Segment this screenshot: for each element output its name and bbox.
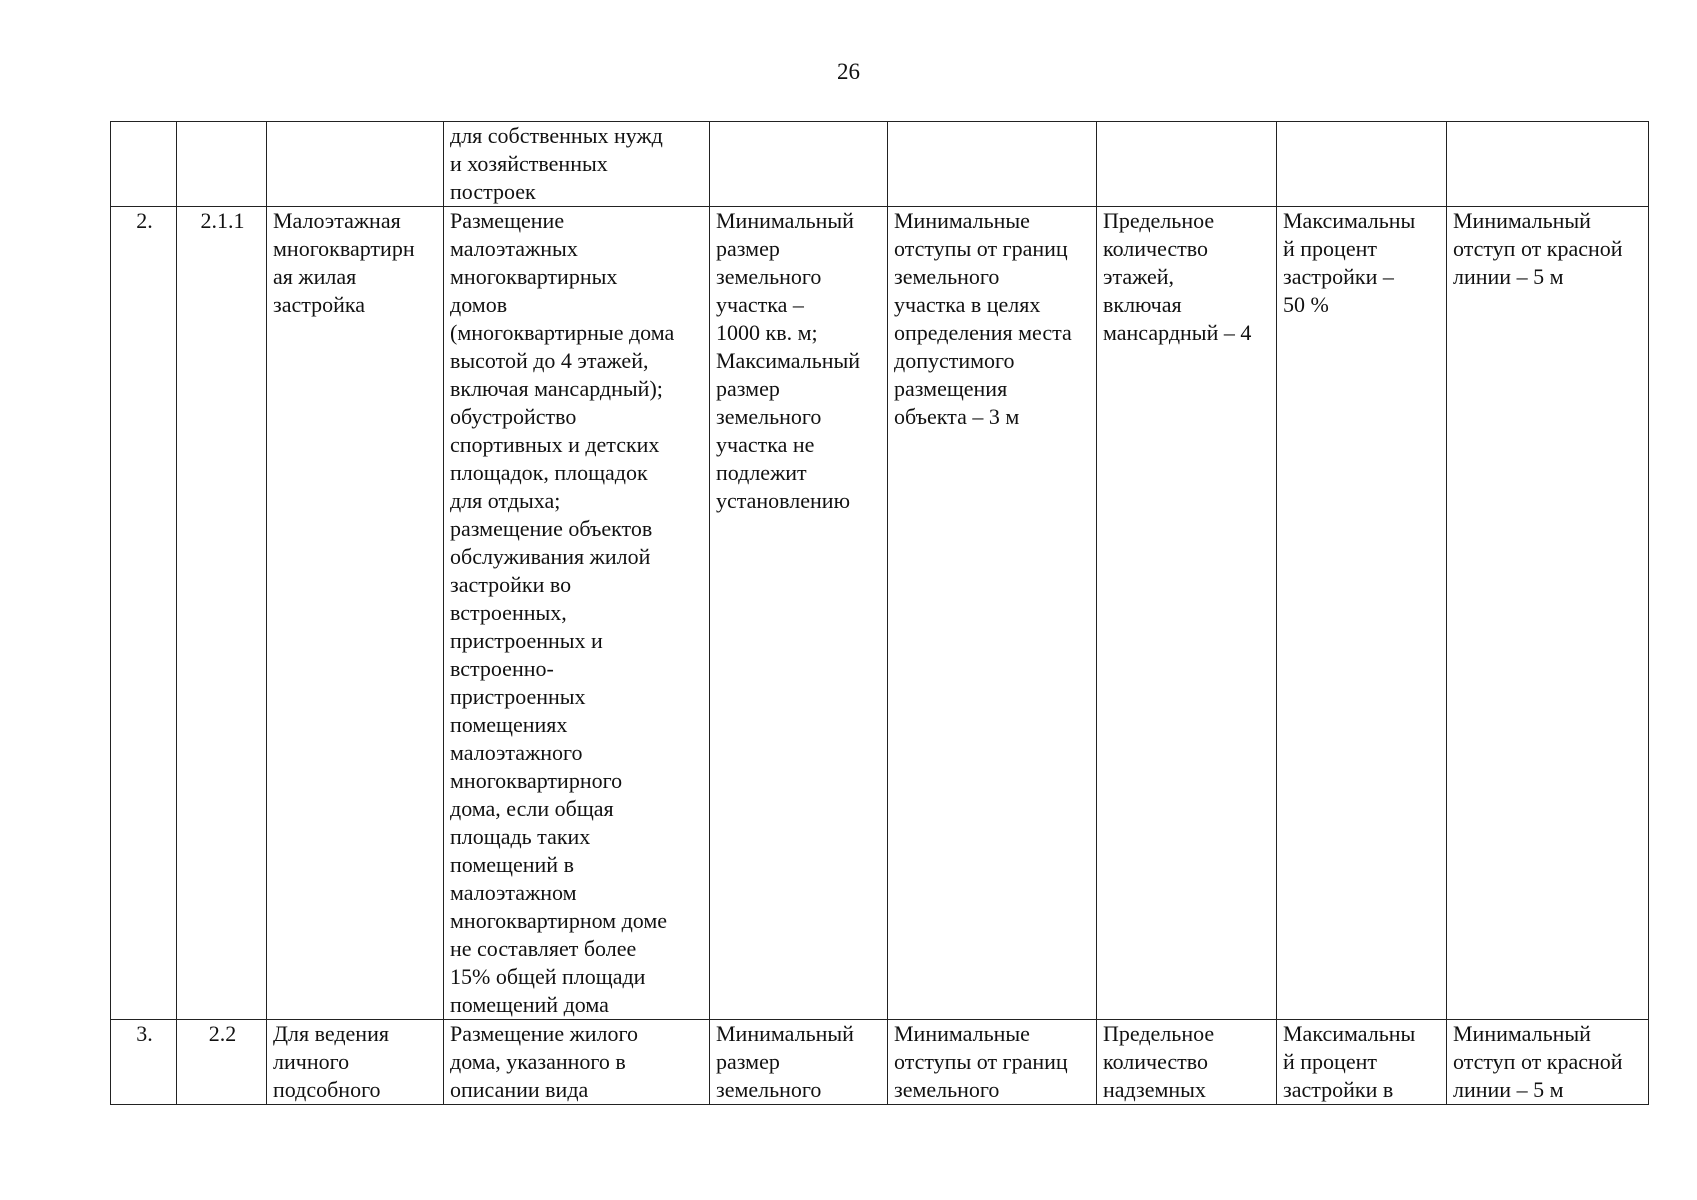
cell-text-line: земельного	[716, 264, 822, 289]
cell-red-line-setback	[1447, 1020, 1649, 1105]
cell-text-line: обслуживания жилой	[450, 544, 651, 569]
cell-text-line: площадок, площадок	[450, 460, 648, 485]
cell-text-line: установлению	[716, 488, 851, 513]
cell-text-line: участка –	[716, 292, 804, 317]
cell-text-line: площадь таких	[450, 824, 591, 849]
cell-text-line: определения места	[894, 320, 1072, 345]
cell-text-line: для отдыха;	[450, 488, 561, 513]
cell-code	[177, 207, 267, 1020]
cell-text-line: отступы от границ	[894, 1049, 1068, 1074]
cell-text-line: линии – 5 м	[1453, 1077, 1564, 1102]
cell-text-line: Минимальные	[894, 1021, 1030, 1046]
cell-setbacks	[888, 1020, 1097, 1105]
cell-text-line: описании вида	[450, 1077, 589, 1102]
cell-number	[111, 207, 177, 1020]
cell-text-line: дома, указанного в	[450, 1049, 626, 1074]
cell-text-line: земельного	[894, 264, 1000, 289]
cell-text-line: включая мансардный);	[450, 376, 663, 401]
cell-plot-size	[710, 1020, 888, 1105]
cell-text-line: Минимальный	[716, 208, 854, 233]
cell-use-name	[267, 207, 444, 1020]
cell-text-line: построек	[450, 179, 536, 204]
cell-use-name	[267, 122, 444, 207]
cell-text-line: отступ от красной	[1453, 1049, 1623, 1074]
cell-text-line: 15% общей площади	[450, 964, 646, 989]
table-row	[111, 207, 1649, 1020]
cell-coverage	[1277, 122, 1447, 207]
cell-text-line: участка не	[716, 432, 815, 457]
cell-text-line: размер	[716, 1049, 780, 1074]
cell-text-line: Предельное	[1103, 208, 1215, 233]
cell-text-line: многоквартирных	[450, 264, 618, 289]
cell-text-line: земельного	[894, 1077, 1000, 1102]
cell-text-line: отступы от границ	[894, 236, 1068, 261]
cell-text-line: ая жилая	[273, 264, 357, 289]
cell-text-line: высотой до 4 этажей,	[450, 348, 649, 373]
cell-text-line: участка в целях	[894, 292, 1041, 317]
regulations-table	[110, 121, 1649, 1105]
cell-setbacks	[888, 207, 1097, 1020]
cell-text-line: Максимальны	[1283, 1021, 1416, 1046]
cell-text-line: помещениях	[450, 712, 568, 737]
cell-use-description	[444, 1020, 710, 1105]
cell-text-line: малоэтажных	[450, 236, 578, 261]
cell-number	[111, 122, 177, 207]
cell-text-line: Минимальный	[1453, 1021, 1591, 1046]
cell-text-line: 2.2	[208, 1021, 237, 1046]
cell-text-line: надземных	[1103, 1077, 1206, 1102]
cell-text-line: помещений дома	[450, 992, 609, 1017]
cell-text-line: земельного	[716, 404, 822, 429]
cell-text-line: (многоквартирные дома	[450, 320, 675, 345]
cell-text-line: Минимальный	[1453, 208, 1591, 233]
cell-text-line: количество	[1103, 1049, 1209, 1074]
cell-text-line: застройки в	[1283, 1077, 1394, 1102]
table-row	[111, 122, 1649, 207]
cell-text-line: пристроенных	[450, 684, 586, 709]
cell-code	[177, 122, 267, 207]
cell-text-line: земельного	[716, 1077, 822, 1102]
table-row	[111, 1020, 1649, 1105]
cell-red-line-setback	[1447, 207, 1649, 1020]
cell-text-line: 50 %	[1283, 292, 1329, 317]
cell-text-line: многоквартирном доме	[450, 908, 668, 933]
cell-use-name	[267, 1020, 444, 1105]
cell-floors	[1097, 207, 1277, 1020]
cell-text-line: допустимого	[894, 348, 1015, 373]
cell-text-line: размер	[716, 236, 780, 261]
cell-text-line: многоквартирного	[450, 768, 623, 793]
cell-text-line: мансардный – 4	[1103, 320, 1252, 345]
cell-text-line: й процент	[1283, 236, 1377, 261]
cell-text-line: малоэтажном	[450, 880, 577, 905]
cell-code	[177, 1020, 267, 1105]
cell-text-line: размер	[716, 376, 780, 401]
cell-text-line: включая	[1103, 292, 1182, 317]
cell-text-line: встроенно-	[450, 656, 554, 681]
cell-text-line: Минимальный	[716, 1021, 854, 1046]
cell-plot-size	[710, 122, 888, 207]
cell-text-line: этажей,	[1103, 264, 1175, 289]
cell-text-line: пристроенных и	[450, 628, 603, 653]
cell-text-line: малоэтажного	[450, 740, 583, 765]
cell-text-line: Малоэтажная	[273, 208, 401, 233]
cell-text-line: Предельное	[1103, 1021, 1215, 1046]
cell-red-line-setback	[1447, 122, 1649, 207]
cell-text-line: встроенных,	[450, 600, 567, 625]
cell-text-line: и хозяйственных	[450, 151, 608, 176]
cell-text-line: Максимальны	[1283, 208, 1416, 233]
cell-text-line: дома, если общая	[450, 796, 614, 821]
cell-floors	[1097, 1020, 1277, 1105]
cell-text-line: домов	[450, 292, 508, 317]
cell-text-line: Размещение жилого	[450, 1021, 639, 1046]
page-number: 26	[837, 59, 860, 84]
cell-setbacks	[888, 122, 1097, 207]
cell-text-line: количество	[1103, 236, 1209, 261]
cell-use-description	[444, 207, 710, 1020]
cell-text-line: размещение объектов	[450, 516, 653, 541]
table-body	[111, 122, 1649, 1105]
cell-text-line: подсобного	[273, 1077, 381, 1102]
cell-text-line: отступ от красной	[1453, 236, 1623, 261]
cell-text-line: й процент	[1283, 1049, 1377, 1074]
cell-text-line: для собственных нужд	[450, 123, 663, 148]
cell-text-line: многоквартирн	[273, 236, 415, 261]
cell-coverage	[1277, 1020, 1447, 1105]
cell-number	[111, 1020, 177, 1105]
cell-text-line: Максимальный	[716, 348, 861, 373]
cell-text-line: 2.	[136, 208, 153, 233]
cell-text-line: личного	[273, 1049, 350, 1074]
cell-text-line: не составляет более	[450, 936, 637, 961]
cell-text-line: линии – 5 м	[1453, 264, 1564, 289]
cell-text-line: объекта – 3 м	[894, 404, 1020, 429]
cell-text-line: помещений в	[450, 852, 574, 877]
cell-text-line: Минимальные	[894, 208, 1030, 233]
cell-text-line: застройки –	[1283, 264, 1394, 289]
cell-text-line: застройки во	[450, 572, 572, 597]
cell-text-line: 2.1.1	[200, 208, 245, 233]
cell-text-line: Размещение	[450, 208, 565, 233]
cell-text-line: Для ведения	[273, 1021, 389, 1046]
cell-coverage	[1277, 207, 1447, 1020]
cell-text-line: 3.	[136, 1021, 153, 1046]
cell-text-line: застройка	[273, 292, 365, 317]
cell-use-description	[444, 122, 710, 207]
cell-text-line: спортивных и детских	[450, 432, 660, 457]
cell-text-line: 1000 кв. м;	[716, 320, 818, 345]
cell-text-line: размещения	[894, 376, 1008, 401]
cell-text-line: обустройство	[450, 404, 577, 429]
cell-text-line: подлежит	[716, 460, 807, 485]
cell-floors	[1097, 122, 1277, 207]
cell-plot-size	[710, 207, 888, 1020]
